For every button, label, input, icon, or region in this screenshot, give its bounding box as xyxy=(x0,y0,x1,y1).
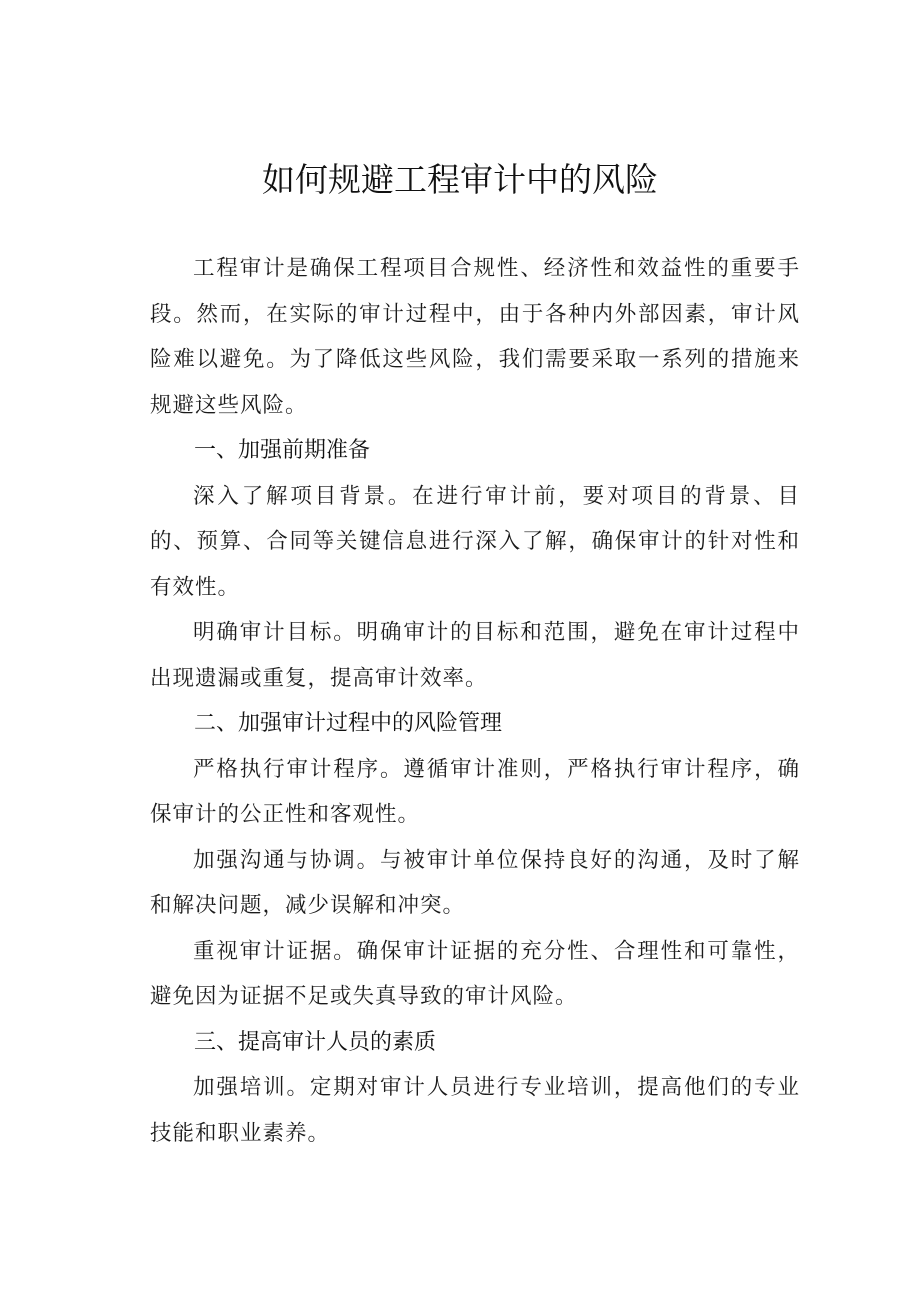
paragraph-project-background: 深入了解项目背景。在进行审计前，要对项目的背景、目的、预算、合同等关键信息进行深入了解，确保审计的针对性和有效性。 xyxy=(150,483,800,600)
paragraph-communication: 加强沟通与协调。与被审计单位保持良好的沟通，及时了解和解决问题，减少误解和冲突。 xyxy=(150,847,800,918)
section-heading-1: 一、加强前期准备 xyxy=(194,438,371,463)
section-heading-2: 二、加强审计过程中的风险管理 xyxy=(194,711,503,736)
intro-paragraph: 工程审计是确保工程项目合规性、经济性和效益性的重要手段。然而，在实际的审计过程中，由于各种内外部因素，审计风险难以避免。为了降低这些风险，我们需要采取一系列的措施来规避这些风险。 xyxy=(150,256,800,418)
section-heading-3: 三、提高审计人员的素质 xyxy=(194,1029,437,1055)
paragraph-audit-evidence: 重视审计证据。确保审计证据的充分性、合理性和可靠性，避免因为证据不足或失真导致的审计风险。 xyxy=(150,938,800,1009)
paragraph-audit-objectives: 明确审计目标。明确审计的目标和范围，避免在审计过程中出现遗漏或重复，提高审计效率。 xyxy=(150,620,800,691)
document-title: 如何规避工程审计中的风险 xyxy=(262,160,658,199)
paragraph-training: 加强培训。定期对审计人员进行专业培训，提高他们的专业技能和职业素养。 xyxy=(150,1075,800,1146)
paragraph-audit-procedures: 严格执行审计程序。遵循审计准则，严格执行审计程序，确保审计的公正性和客观性。 xyxy=(150,756,800,827)
document-body xyxy=(150,246,800,1156)
